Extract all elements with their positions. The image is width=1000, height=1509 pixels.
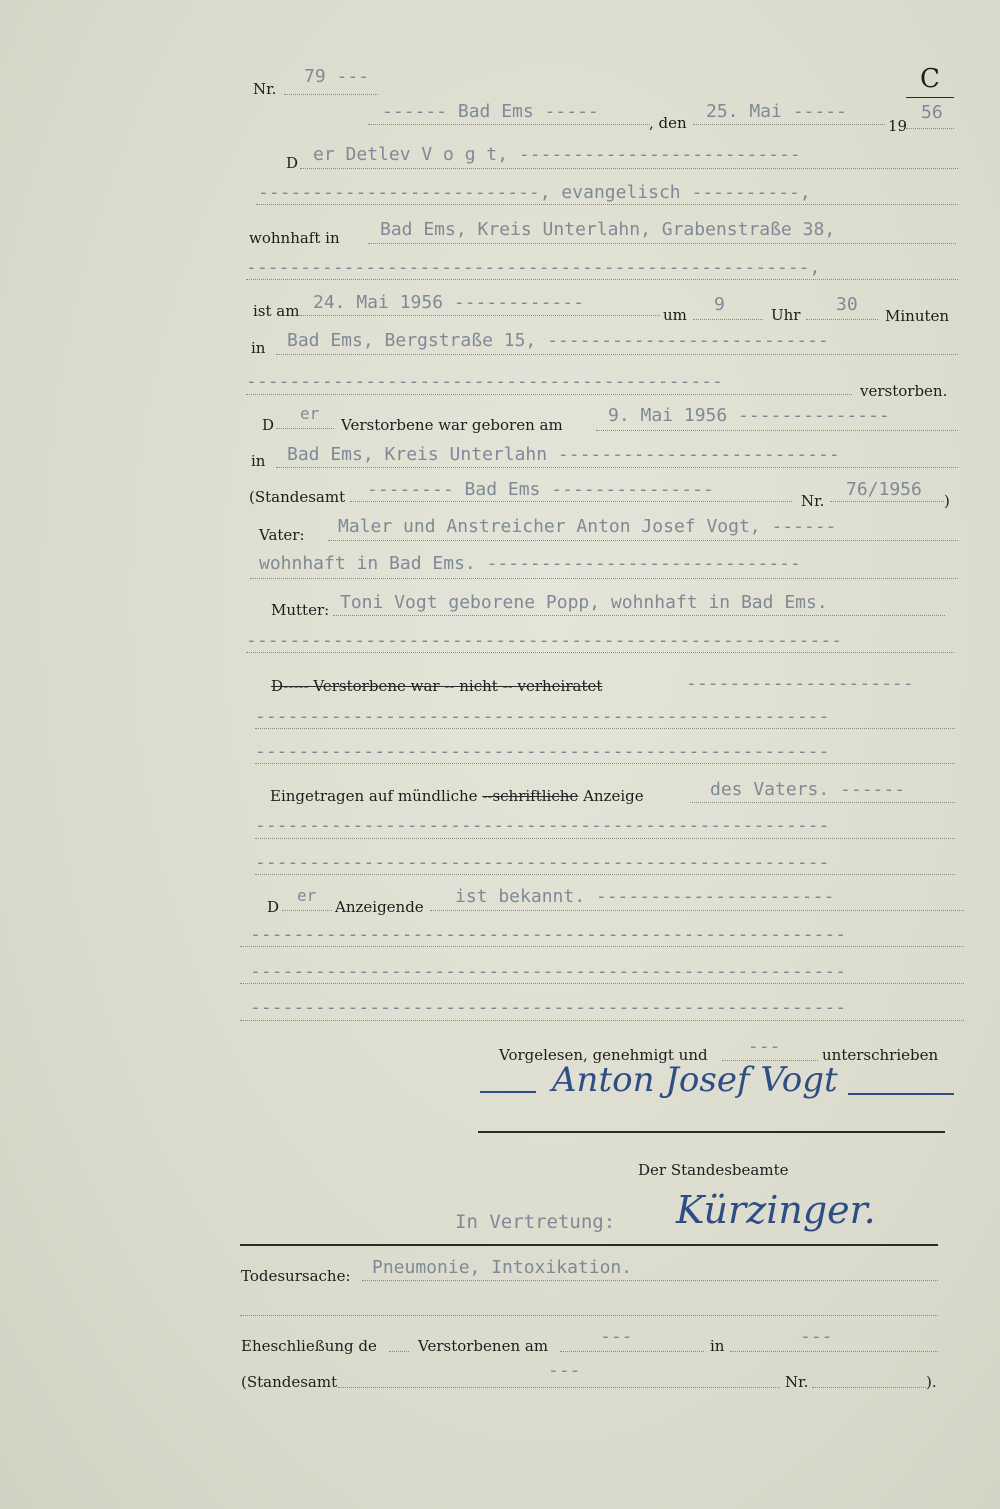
place-dotline: [368, 124, 650, 125]
registration-cont2-dotline: [255, 874, 955, 875]
footer-close: ).: [926, 1373, 937, 1391]
wohnhaft-label: wohnhaft in: [249, 229, 340, 247]
death-in-label: in: [251, 339, 266, 357]
vater-cont-dotline: [250, 578, 958, 579]
date-dotline: [693, 124, 885, 125]
registrar-signature: Kürzinger.: [676, 1188, 876, 1232]
den-label: , den: [649, 114, 687, 132]
informant-cont1-dotline: [240, 946, 964, 947]
informant-signature: Anton Josef Vogt: [552, 1060, 838, 1100]
religion-line: --------------------------, evangelisch ----------,: [258, 182, 811, 203]
father-continuation: wohnhaft in Bad Ems. -----------------------------: [259, 553, 801, 574]
birth-register-number: 76/1956: [846, 479, 922, 500]
father: Maler und Anstreicher Anton Josef Vogt, ------: [338, 516, 837, 537]
footer-nr-dotline: [812, 1387, 926, 1388]
entry-number: 79 ---: [304, 66, 370, 87]
cause-dotline: [362, 1280, 938, 1281]
vater-dotline: [328, 540, 958, 541]
birth-gender-dotline: [276, 428, 334, 429]
informant-value: ist bekannt. ----------------------: [455, 886, 835, 907]
informant-dotline: [430, 910, 964, 911]
informant-gender-suffix: er: [297, 886, 317, 905]
name-dotline: [300, 168, 958, 169]
minutes-dotline: [806, 319, 878, 320]
informant-continuation-2: -------------------------------------------------------: [250, 961, 847, 982]
death-place: Bad Ems, Bergstraße 15, --------------------------: [287, 330, 829, 351]
birth-place-dotline: [276, 467, 958, 468]
marital-continuation-2: -----------------------------------------------------: [255, 741, 830, 762]
birth-date-dotline: [596, 430, 958, 431]
death-label: ist am: [253, 302, 300, 320]
vorgelesen-dash: ---: [748, 1036, 781, 1057]
footer-standesamt: ---: [548, 1360, 581, 1381]
marriage-label-b: Verstorbenen am: [418, 1337, 549, 1355]
nr-dotline: [284, 94, 378, 95]
cause-label: Todesursache:: [241, 1267, 351, 1285]
birth-date: 9. Mai 1956 --------------: [608, 405, 890, 426]
deceased-name: er Detlev V o g t, --------------------------: [313, 144, 801, 165]
registration-continuation-1: -----------------------------------------------------: [255, 815, 830, 836]
marriage-de-dotline: [389, 1351, 409, 1352]
registration-value: des Vaters. ------: [710, 779, 906, 800]
minuten-label: Minuten: [885, 307, 950, 325]
uhr-label: Uhr: [771, 306, 801, 324]
footer-standesamt-label: (Standesamt: [241, 1373, 338, 1391]
standesamt-dotline: [350, 501, 792, 502]
signature-dash-left: [480, 1091, 536, 1093]
death-place-continuation: --------------------------------------------: [246, 371, 723, 392]
birth-place: Bad Ems, Kreis Unterlahn --------------------------: [287, 444, 840, 465]
vater-label: Vater:: [259, 526, 305, 544]
marriage-date-dotline: [560, 1351, 704, 1352]
birth-close-paren: ): [944, 492, 950, 510]
address-dotline: [368, 243, 956, 244]
nr-label: Nr.: [253, 80, 277, 98]
register-place: ------ Bad Ems -----: [382, 101, 599, 122]
birth-gender-suffix: er: [300, 404, 320, 423]
religion-dotline: [256, 204, 958, 205]
birth-label: Verstorbene war geboren am: [341, 416, 563, 434]
birth-prefix: D: [262, 416, 275, 434]
marital-trail: ---------------------: [686, 673, 914, 694]
series-letter: C: [920, 64, 940, 94]
informant-continuation-1: -------------------------------------------------------: [250, 924, 847, 945]
death-minutes: 30: [836, 294, 858, 315]
register-year: 56: [921, 102, 943, 123]
mutter-cont-dotline: [246, 652, 954, 653]
marriage-place-dotline: [730, 1351, 938, 1352]
hour-dotline: [693, 319, 763, 320]
registration-label-b: Anzeige: [578, 787, 644, 805]
cause-cont-dotline: [240, 1315, 938, 1316]
vorgelesen-label: Vorgelesen, genehmigt und: [499, 1046, 708, 1064]
informant-gender-dotline: [282, 910, 332, 911]
marriage-date: ---: [600, 1326, 633, 1347]
registration-continuation-2: -----------------------------------------------------: [255, 852, 830, 873]
birth-in-label: in: [251, 452, 266, 470]
year-prefix: 19: [888, 117, 908, 135]
cause-of-death: Pneumonie, Intoxikation.: [372, 1257, 633, 1278]
mother-continuation: -------------------------------------------------------: [246, 630, 843, 651]
vertretung-label: In Vertretung:: [455, 1211, 616, 1233]
marriage-in-label: in: [710, 1337, 725, 1355]
informant-prefix: D: [267, 898, 280, 916]
registration-label: [270, 787, 644, 805]
marital-continuation-1: -----------------------------------------------------: [255, 706, 830, 727]
signature-line: [478, 1131, 945, 1133]
signature-dash-right: [848, 1093, 954, 1095]
unterschrieben-label: unterschrieben: [822, 1046, 939, 1064]
registration-label-a: Eingetragen auf mündliche: [270, 787, 483, 805]
death-date-dotline: [300, 315, 660, 316]
standesamt-label: (Standesamt: [249, 488, 346, 506]
mutter-label: Mutter:: [271, 601, 330, 619]
death-date: 24. Mai 1956 ------------: [313, 292, 584, 313]
footer-divider: [240, 1244, 938, 1246]
mother: Toni Vogt geborene Popp, wohnhaft in Bad Ems.: [340, 592, 828, 613]
marital-cont2-dotline: [255, 763, 955, 764]
death-place-dotline: [276, 354, 958, 355]
birth-nr-dotline: [830, 501, 944, 502]
marriage-place: ---: [800, 1326, 833, 1347]
informant-label: Anzeigende: [335, 898, 424, 916]
registration-dotline: [690, 802, 955, 803]
register-date: 25. Mai -----: [706, 101, 847, 122]
footer-standesamt-dotline: [338, 1387, 780, 1388]
series-underline: [906, 97, 954, 98]
birth-nr-label: Nr.: [801, 492, 825, 510]
informant-cont3-dotline: [240, 1020, 964, 1021]
deceased-prefix: D: [286, 154, 299, 172]
marital-status-struck: D----- Verstorbene war -- nicht -- verheiratet: [271, 677, 603, 695]
informant-cont2-dotline: [240, 983, 964, 984]
marital-cont1-dotline: [255, 728, 955, 729]
informant-continuation-3: -------------------------------------------------------: [250, 997, 847, 1018]
um-label: um: [663, 306, 687, 324]
death-place-cont-dotline: [246, 394, 852, 395]
registration-cont1-dotline: [255, 838, 955, 839]
registrar-label: Der Standesbeamte: [638, 1161, 789, 1179]
year-dotline: [906, 128, 954, 129]
address-cont-dotline: [246, 279, 958, 280]
registration-struck: --schriftliche: [482, 787, 579, 805]
mutter-dotline: [333, 615, 945, 616]
deceased-address: Bad Ems, Kreis Unterlahn, Grabenstraße 38,: [380, 219, 836, 240]
address-continuation: ----------------------------------------------------,: [246, 257, 821, 278]
verstorben-label: verstorben.: [860, 382, 948, 400]
marriage-label: Eheschließung de: [241, 1337, 377, 1355]
footer-nr-label: Nr.: [785, 1373, 809, 1391]
birth-standesamt: -------- Bad Ems ---------------: [367, 479, 714, 500]
death-hour: 9: [714, 294, 725, 315]
